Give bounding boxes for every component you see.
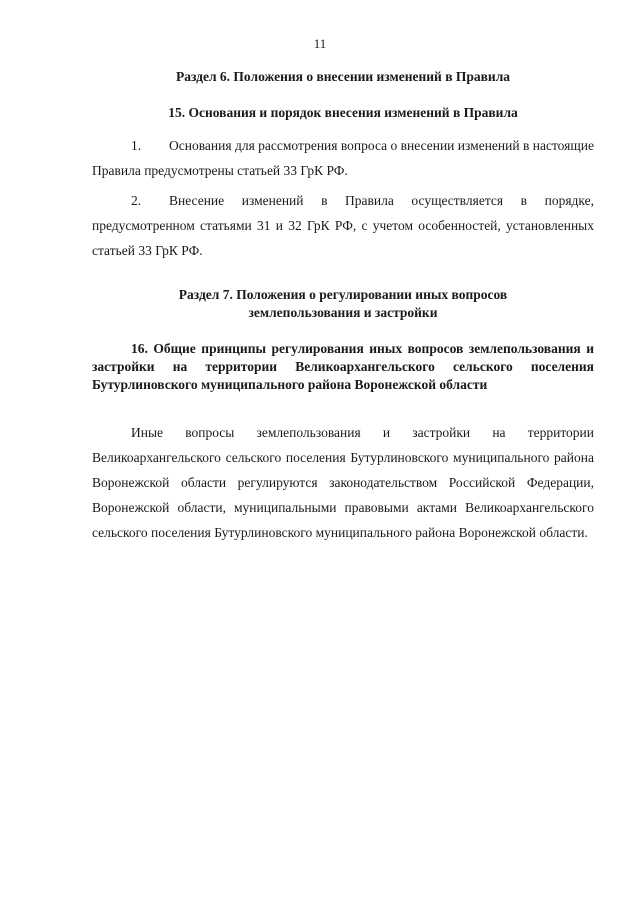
item-2-number: 2. [131, 193, 142, 208]
page-number: 11 [313, 36, 327, 51]
section-7-heading [92, 286, 594, 322]
subsection-15-item-2 [92, 188, 594, 263]
item-1-number: 1. [131, 138, 142, 153]
section-7-heading-line-1: Раздел 7. Положения о регулировании иных вопросов [178, 287, 508, 302]
subsection-15-heading: 15. Основания и порядок внесения изменений в Правила [168, 105, 518, 120]
subsection-15-item-1 [92, 133, 594, 183]
item-2-text: Внесение изменений в Правила осуществляется в порядке, предусмотренном статьями 31 и 32 ГрК РФ, с учетом особенностей, установленных статьей 33 ГрК РФ. [92, 193, 594, 258]
section-6-heading: Раздел 6. Положения о внесении изменений в Правила [175, 69, 511, 84]
item-1-text: Основания для рассмотрения вопроса о внесении изменений в настоящие Правила предусмотрены статьей 33 ГрК РФ. [92, 138, 594, 178]
subsection-16-heading: 16. Общие принципы регулирования иных вопросов землепользования и застройки на территории Великоархангельского сельского поселения Бутурлиновского муниципального района Воронежской области [92, 341, 594, 392]
section-7-heading-line-2: землепользования и застройки [248, 305, 438, 320]
subsection-16-paragraph: Иные вопросы землепользования и застройки на территории Великоархангельского сельского поселения Бутурлиновского муниципального района Воронежской области регулируются законодательством Российской Федерации, Воронежской области, муниципальными правовыми актами Великоархангельского сельского поселения Бутурлиновского муниципального района Воронежской области. [92, 425, 594, 540]
